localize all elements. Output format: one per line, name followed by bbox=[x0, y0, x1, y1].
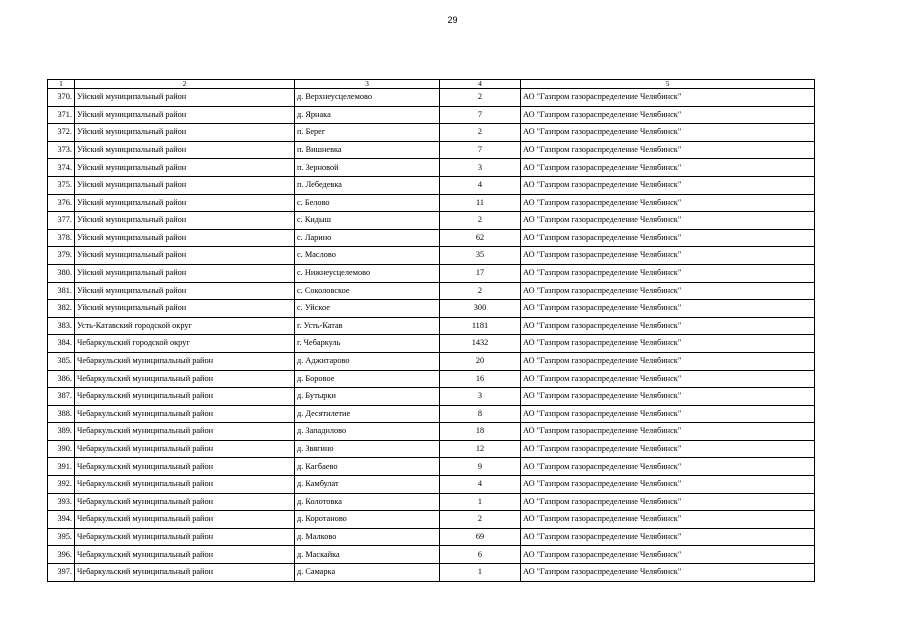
cell-organization: АО "Газпром газораспределение Челябинск" bbox=[521, 300, 815, 318]
column-header-1: 1 bbox=[48, 80, 75, 89]
cell-settlement: г. Чебаркуль bbox=[295, 335, 440, 353]
cell-row-number: 375. bbox=[48, 176, 75, 194]
cell-organization: АО "Газпром газораспределение Челябинск" bbox=[521, 352, 815, 370]
cell-municipality: Уйский муниципальный район bbox=[75, 176, 295, 194]
cell-settlement: д. Аджитарово bbox=[295, 352, 440, 370]
table-row bbox=[48, 212, 815, 230]
cell-settlement: д. Боровое bbox=[295, 370, 440, 388]
page-number: 29 bbox=[447, 15, 458, 25]
cell-municipality: Уйский муниципальный район bbox=[75, 300, 295, 318]
table-row bbox=[48, 141, 815, 159]
cell-quantity: 3 bbox=[440, 159, 521, 177]
cell-row-number: 395. bbox=[48, 528, 75, 546]
cell-row-number: 382. bbox=[48, 300, 75, 318]
cell-municipality: Чебаркульский муниципальный район bbox=[75, 511, 295, 529]
cell-quantity: 7 bbox=[440, 106, 521, 124]
cell-organization: АО "Газпром газораспределение Челябинск" bbox=[521, 440, 815, 458]
cell-settlement: п. Зерновой bbox=[295, 159, 440, 177]
cell-municipality: Чебаркульский муниципальный район bbox=[75, 458, 295, 476]
cell-row-number: 385. bbox=[48, 352, 75, 370]
cell-quantity: 7 bbox=[440, 141, 521, 159]
cell-settlement: д. Звягино bbox=[295, 440, 440, 458]
cell-municipality: Уйский муниципальный район bbox=[75, 89, 295, 107]
cell-municipality: Чебаркульский муниципальный район bbox=[75, 440, 295, 458]
cell-quantity: 17 bbox=[440, 264, 521, 282]
cell-organization: АО "Газпром газораспределение Челябинск" bbox=[521, 528, 815, 546]
cell-municipality: Чебаркульский муниципальный район bbox=[75, 564, 295, 582]
table-row bbox=[48, 458, 815, 476]
cell-row-number: 377. bbox=[48, 212, 75, 230]
cell-row-number: 393. bbox=[48, 493, 75, 511]
cell-row-number: 381. bbox=[48, 282, 75, 300]
table-row bbox=[48, 493, 815, 511]
cell-quantity: 9 bbox=[440, 458, 521, 476]
cell-row-number: 376. bbox=[48, 194, 75, 212]
cell-settlement: д. Кагбаево bbox=[295, 458, 440, 476]
table-row bbox=[48, 89, 815, 107]
cell-organization: АО "Газпром газораспределение Челябинск" bbox=[521, 458, 815, 476]
cell-municipality: Уйский муниципальный район bbox=[75, 247, 295, 265]
cell-row-number: 396. bbox=[48, 546, 75, 564]
cell-municipality: Чебаркульский городской округ bbox=[75, 335, 295, 353]
cell-organization: АО "Газпром газораспределение Челябинск" bbox=[521, 405, 815, 423]
cell-settlement: с. Уйское bbox=[295, 300, 440, 318]
cell-organization: АО "Газпром газораспределение Челябинск" bbox=[521, 388, 815, 406]
cell-settlement: с. Соколовское bbox=[295, 282, 440, 300]
cell-quantity: 1 bbox=[440, 564, 521, 582]
cell-settlement: д. Камбулат bbox=[295, 476, 440, 494]
cell-municipality: Чебаркульский муниципальный район bbox=[75, 388, 295, 406]
cell-settlement: п. Лебедевка bbox=[295, 176, 440, 194]
cell-row-number: 380. bbox=[48, 264, 75, 282]
cell-settlement: д. Десятилетие bbox=[295, 405, 440, 423]
cell-quantity: 20 bbox=[440, 352, 521, 370]
data-table bbox=[47, 79, 815, 582]
cell-row-number: 370. bbox=[48, 89, 75, 107]
cell-municipality: Чебаркульский муниципальный район bbox=[75, 423, 295, 441]
column-header-2: 2 bbox=[75, 80, 295, 89]
cell-organization: АО "Газпром газораспределение Челябинск" bbox=[521, 423, 815, 441]
cell-quantity: 6 bbox=[440, 546, 521, 564]
cell-settlement: п. Берег bbox=[295, 124, 440, 142]
cell-row-number: 391. bbox=[48, 458, 75, 476]
cell-row-number: 386. bbox=[48, 370, 75, 388]
cell-organization: АО "Газпром газораспределение Челябинск" bbox=[521, 546, 815, 564]
cell-quantity: 2 bbox=[440, 511, 521, 529]
cell-municipality: Усть-Катавский городской округ bbox=[75, 317, 295, 335]
cell-organization: АО "Газпром газораспределение Челябинск" bbox=[521, 212, 815, 230]
cell-settlement: с. Ларино bbox=[295, 229, 440, 247]
cell-row-number: 372. bbox=[48, 124, 75, 142]
cell-quantity: 16 bbox=[440, 370, 521, 388]
cell-municipality: Чебаркульский муниципальный район bbox=[75, 476, 295, 494]
cell-organization: АО "Газпром газораспределение Челябинск" bbox=[521, 176, 815, 194]
table-row bbox=[48, 564, 815, 582]
table-row bbox=[48, 388, 815, 406]
table-row bbox=[48, 264, 815, 282]
table-row bbox=[48, 440, 815, 458]
table-row bbox=[48, 317, 815, 335]
cell-settlement: д. Малково bbox=[295, 528, 440, 546]
table-row bbox=[48, 159, 815, 177]
cell-municipality: Уйский муниципальный район bbox=[75, 141, 295, 159]
table-row bbox=[48, 528, 815, 546]
cell-settlement: с. Нижнеусцелемово bbox=[295, 264, 440, 282]
cell-organization: АО "Газпром газораспределение Челябинск" bbox=[521, 511, 815, 529]
table-row bbox=[48, 476, 815, 494]
cell-municipality: Чебаркульский муниципальный район bbox=[75, 528, 295, 546]
cell-organization: АО "Газпром газораспределение Челябинск" bbox=[521, 194, 815, 212]
cell-quantity: 1181 bbox=[440, 317, 521, 335]
cell-quantity: 300 bbox=[440, 300, 521, 318]
table-row bbox=[48, 352, 815, 370]
cell-organization: АО "Газпром газораспределение Челябинск" bbox=[521, 229, 815, 247]
cell-settlement: д. Колотовка bbox=[295, 493, 440, 511]
cell-row-number: 397. bbox=[48, 564, 75, 582]
cell-quantity: 2 bbox=[440, 282, 521, 300]
table-row bbox=[48, 405, 815, 423]
cell-row-number: 387. bbox=[48, 388, 75, 406]
cell-row-number: 384. bbox=[48, 335, 75, 353]
table-row bbox=[48, 194, 815, 212]
cell-row-number: 383. bbox=[48, 317, 75, 335]
cell-settlement: д. Ярнака bbox=[295, 106, 440, 124]
cell-quantity: 1 bbox=[440, 493, 521, 511]
cell-organization: АО "Газпром газораспределение Челябинск" bbox=[521, 370, 815, 388]
cell-organization: АО "Газпром газораспределение Челябинск" bbox=[521, 124, 815, 142]
cell-row-number: 392. bbox=[48, 476, 75, 494]
cell-settlement: с. Маслово bbox=[295, 247, 440, 265]
column-header-3: 3 bbox=[295, 80, 440, 89]
cell-settlement: д. Коротаново bbox=[295, 511, 440, 529]
cell-row-number: 374. bbox=[48, 159, 75, 177]
cell-quantity: 69 bbox=[440, 528, 521, 546]
table-header bbox=[48, 80, 815, 89]
cell-row-number: 378. bbox=[48, 229, 75, 247]
cell-quantity: 11 bbox=[440, 194, 521, 212]
cell-settlement: д. Самарка bbox=[295, 564, 440, 582]
cell-quantity: 62 bbox=[440, 229, 521, 247]
cell-municipality: Уйский муниципальный район bbox=[75, 124, 295, 142]
cell-quantity: 1432 bbox=[440, 335, 521, 353]
cell-municipality: Уйский муниципальный район bbox=[75, 194, 295, 212]
table-row bbox=[48, 423, 815, 441]
table-row bbox=[48, 511, 815, 529]
cell-row-number: 379. bbox=[48, 247, 75, 265]
cell-settlement: г. Усть-Катав bbox=[295, 317, 440, 335]
cell-quantity: 12 bbox=[440, 440, 521, 458]
cell-municipality: Чебаркульский муниципальный район bbox=[75, 546, 295, 564]
cell-row-number: 394. bbox=[48, 511, 75, 529]
cell-quantity: 2 bbox=[440, 124, 521, 142]
cell-organization: АО "Газпром газораспределение Челябинск" bbox=[521, 264, 815, 282]
cell-municipality: Чебаркульский муниципальный район bbox=[75, 493, 295, 511]
cell-quantity: 8 bbox=[440, 405, 521, 423]
cell-row-number: 390. bbox=[48, 440, 75, 458]
cell-row-number: 371. bbox=[48, 106, 75, 124]
cell-quantity: 18 bbox=[440, 423, 521, 441]
cell-municipality: Уйский муниципальный район bbox=[75, 282, 295, 300]
cell-quantity: 35 bbox=[440, 247, 521, 265]
cell-settlement: с. Кидыш bbox=[295, 212, 440, 230]
cell-settlement: с. Белово bbox=[295, 194, 440, 212]
cell-quantity: 2 bbox=[440, 89, 521, 107]
column-header-5: 5 bbox=[521, 80, 815, 89]
table-row bbox=[48, 282, 815, 300]
cell-quantity: 4 bbox=[440, 476, 521, 494]
table-row bbox=[48, 370, 815, 388]
cell-organization: АО "Газпром газораспределение Челябинск" bbox=[521, 247, 815, 265]
table-row bbox=[48, 176, 815, 194]
table-row bbox=[48, 300, 815, 318]
cell-municipality: Уйский муниципальный район bbox=[75, 264, 295, 282]
cell-quantity: 2 bbox=[440, 212, 521, 230]
cell-quantity: 4 bbox=[440, 176, 521, 194]
cell-quantity: 3 bbox=[440, 388, 521, 406]
cell-organization: АО "Газпром газораспределение Челябинск" bbox=[521, 159, 815, 177]
cell-settlement: д. Маскайка bbox=[295, 546, 440, 564]
column-header-4: 4 bbox=[440, 80, 521, 89]
cell-municipality: Чебаркульский муниципальный район bbox=[75, 405, 295, 423]
cell-row-number: 389. bbox=[48, 423, 75, 441]
cell-row-number: 388. bbox=[48, 405, 75, 423]
cell-organization: АО "Газпром газораспределение Челябинск" bbox=[521, 476, 815, 494]
cell-municipality: Уйский муниципальный район bbox=[75, 159, 295, 177]
cell-settlement: д. Верхнеусцелемово bbox=[295, 89, 440, 107]
cell-municipality: Уйский муниципальный район bbox=[75, 212, 295, 230]
cell-municipality: Чебаркульский муниципальный район bbox=[75, 352, 295, 370]
table-row bbox=[48, 229, 815, 247]
cell-settlement: п. Вишневка bbox=[295, 141, 440, 159]
cell-municipality: Уйский муниципальный район bbox=[75, 229, 295, 247]
cell-settlement: д. Западнлово bbox=[295, 423, 440, 441]
table-row bbox=[48, 546, 815, 564]
table-body bbox=[48, 89, 815, 582]
cell-organization: АО "Газпром газораспределение Челябинск" bbox=[521, 335, 815, 353]
cell-organization: АО "Газпром газораспределение Челябинск" bbox=[521, 141, 815, 159]
table-row bbox=[48, 106, 815, 124]
header-row bbox=[48, 80, 815, 89]
table-row bbox=[48, 335, 815, 353]
table-row bbox=[48, 124, 815, 142]
cell-organization: АО "Газпром газораспределение Челябинск" bbox=[521, 282, 815, 300]
cell-organization: АО "Газпром газораспределение Челябинск" bbox=[521, 493, 815, 511]
cell-municipality: Чебаркульский муниципальный район bbox=[75, 370, 295, 388]
table-row bbox=[48, 247, 815, 265]
cell-organization: АО "Газпром газораспределение Челябинск" bbox=[521, 89, 815, 107]
cell-organization: АО "Газпром газораспределение Челябинск" bbox=[521, 317, 815, 335]
cell-municipality: Уйский муниципальный район bbox=[75, 106, 295, 124]
cell-organization: АО "Газпром газораспределение Челябинск" bbox=[521, 564, 815, 582]
cell-organization: АО "Газпром газораспределение Челябинск" bbox=[521, 106, 815, 124]
cell-settlement: д. Бутырки bbox=[295, 388, 440, 406]
cell-row-number: 373. bbox=[48, 141, 75, 159]
